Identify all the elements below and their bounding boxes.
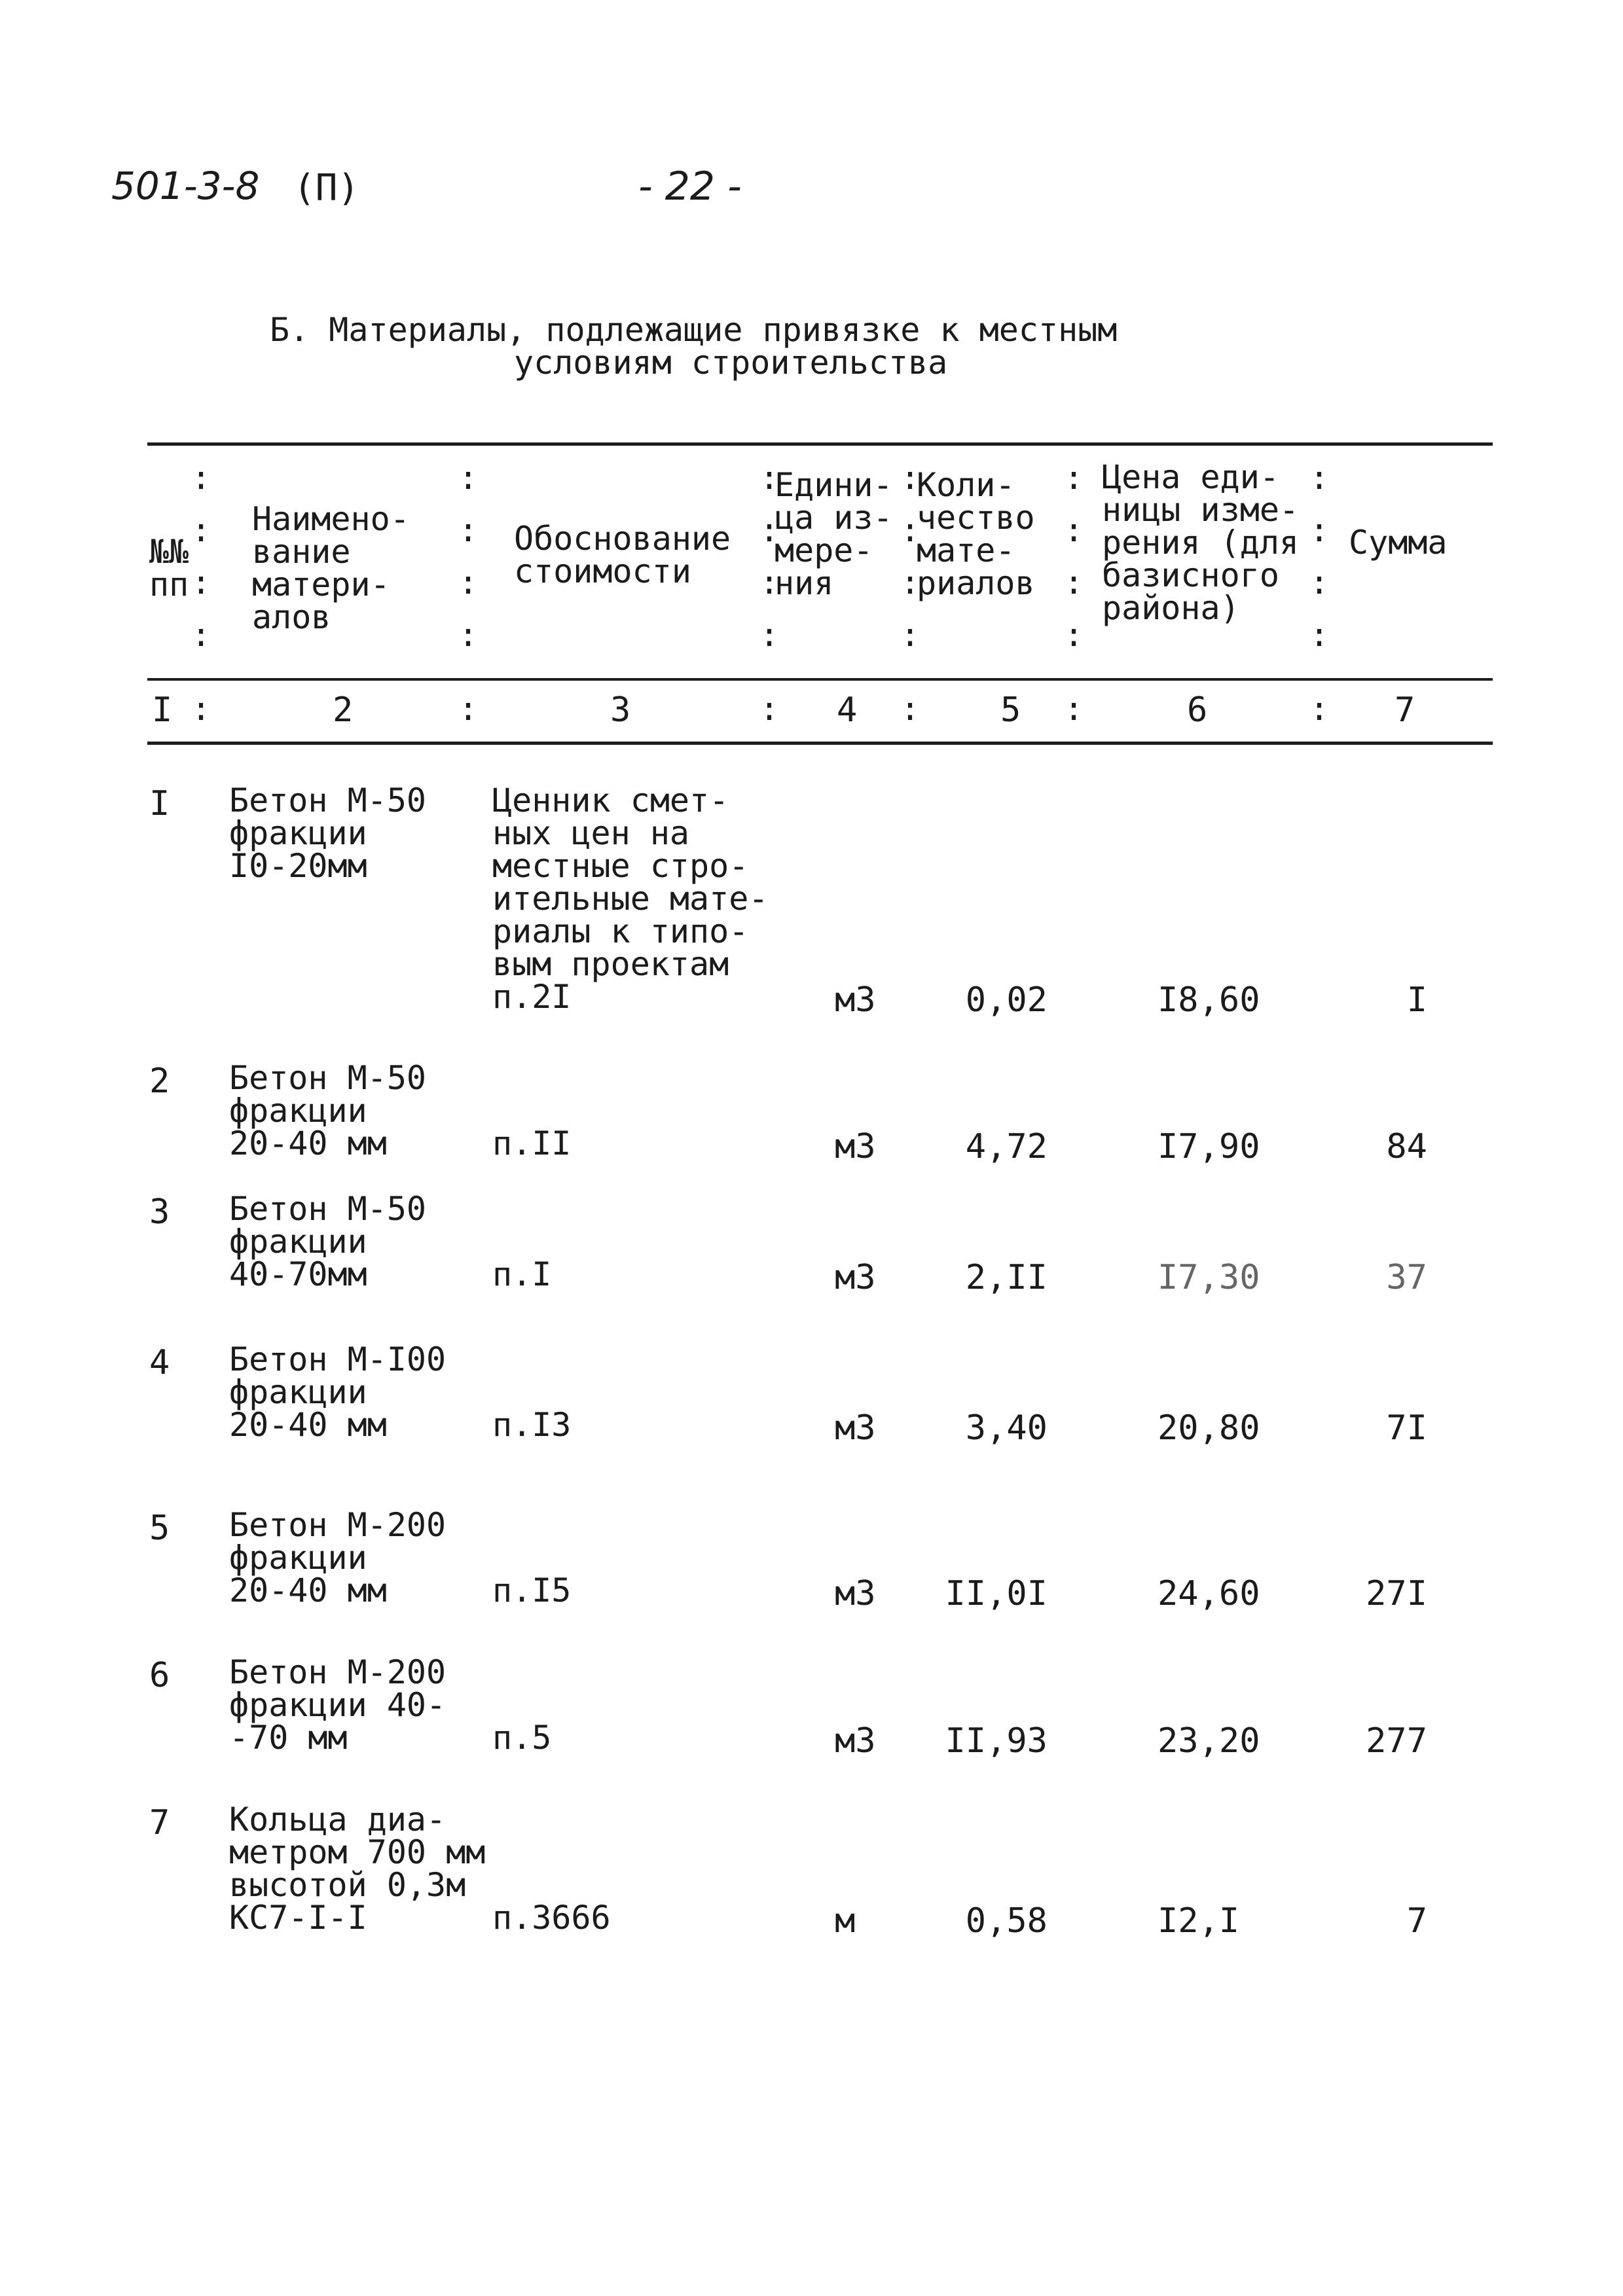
unit-price: 23,20 [1158, 1721, 1260, 1761]
quantity: 2,II [965, 1258, 1048, 1297]
cost-basis: п.5 [492, 1719, 552, 1757]
row-number: 3 [149, 1193, 170, 1232]
col-separator: : [458, 690, 479, 728]
unit-price: I7,30 [1158, 1258, 1260, 1297]
unit: м3 [835, 980, 876, 1020]
cost-basis: п.I5 [492, 1571, 572, 1609]
material-name: Бетон М-200 фракции 20-40 мм [229, 1506, 447, 1609]
colnum-1: I [152, 691, 173, 730]
col-separator: : [900, 690, 921, 728]
colnum-4: 4 [837, 691, 858, 730]
col-separator: : : : : [1064, 459, 1084, 654]
quantity: II,93 [945, 1721, 1048, 1761]
col-separator: : : : : [759, 459, 780, 654]
material-name: Бетон М-50 фракции 20-40 мм [229, 1059, 427, 1162]
sum: 27I [1366, 1574, 1427, 1613]
header-divider-rule [147, 678, 1493, 681]
header-price: Цена еди- ницы изме- рения (для базисного района) [1102, 458, 1300, 627]
cost-basis: п.I [492, 1255, 552, 1293]
row-number: 6 [149, 1656, 170, 1695]
cost-basis: Ценник смет- ных цен на местные стро- ительные мате- риалы к типо- вым проектам п.2I [492, 781, 769, 1016]
unit: м3 [835, 1408, 876, 1448]
col-separator: : [1064, 690, 1084, 728]
unit-price: I7,90 [1158, 1127, 1260, 1166]
sum: 277 [1366, 1721, 1427, 1761]
col-separator: : : : : [900, 459, 921, 654]
header-name: Наимено- вание матери- алов [252, 500, 410, 636]
page-number: - 22 - [638, 164, 742, 209]
cost-basis: п.I3 [492, 1406, 572, 1444]
col-separator: : [759, 690, 780, 728]
row-number: 7 [149, 1803, 170, 1842]
section-title-line2: условиям строительства [514, 344, 948, 382]
section-title-line1: Б. Материалы, подлежащие привязке к местным [270, 311, 1118, 349]
col-separator: : [1309, 690, 1330, 728]
cost-basis: п.3666 [492, 1899, 611, 1937]
material-name: Кольца диа- метром 700 мм высотой 0,3м КС7-I-I [229, 1801, 486, 1937]
material-name: Бетон М-50 фракции I0-20мм [229, 781, 427, 885]
material-name: Бетон М-I00 фракции 20-40 мм [229, 1340, 447, 1444]
quantity: II,0I [945, 1574, 1048, 1613]
colnum-7: 7 [1395, 691, 1415, 730]
header-qty: Коли- чество мате- риалов [917, 466, 1035, 602]
col-separator: : : : : [458, 459, 479, 654]
colnum-3: 3 [610, 691, 631, 730]
unit: м [835, 1901, 856, 1941]
table-top-rule [147, 442, 1493, 446]
unit: м3 [835, 1721, 876, 1761]
row-number: 5 [149, 1509, 170, 1548]
sum: 7 [1406, 1901, 1427, 1941]
document-part: (П) [293, 167, 360, 209]
col-separator: : : : : [1309, 459, 1330, 654]
row-number: I [149, 784, 170, 823]
quantity: 0,02 [965, 980, 1048, 1020]
col-separator: : : : : [191, 459, 211, 654]
material-name: Бетон М-200 фракции 40- -70 мм [229, 1653, 447, 1757]
header-basis: Обоснование стоимости [514, 520, 731, 590]
colnum-5: 5 [1000, 691, 1021, 730]
quantity: 0,58 [965, 1901, 1048, 1941]
unit: м3 [835, 1127, 876, 1166]
sum: I [1406, 980, 1427, 1020]
unit-price: I2,I [1158, 1901, 1240, 1941]
col-separator: : [191, 690, 211, 728]
unit: м3 [835, 1258, 876, 1297]
unit: м3 [835, 1574, 876, 1613]
colnum-2: 2 [333, 691, 354, 730]
header-sum: Сумма [1349, 524, 1448, 562]
unit-price: I8,60 [1158, 980, 1260, 1020]
header-bottom-rule [147, 742, 1493, 745]
row-number: 4 [149, 1343, 170, 1382]
quantity: 4,72 [965, 1127, 1048, 1166]
document-code: 501-3-8 [111, 164, 260, 208]
sum: 7I [1386, 1408, 1427, 1448]
quantity: 3,40 [965, 1408, 1048, 1448]
unit-price: 24,60 [1158, 1574, 1260, 1613]
colnum-6: 6 [1187, 691, 1208, 730]
row-number: 2 [149, 1062, 170, 1101]
header-num: №№ пп [149, 533, 189, 603]
material-name: Бетон М-50 фракции 40-70мм [229, 1190, 427, 1293]
header-unit: Едини- ца из- мере- ния [775, 466, 893, 602]
unit-price: 20,80 [1158, 1408, 1260, 1448]
cost-basis: п.II [492, 1124, 572, 1162]
sum: 37 [1386, 1258, 1427, 1297]
sum: 84 [1386, 1127, 1427, 1166]
